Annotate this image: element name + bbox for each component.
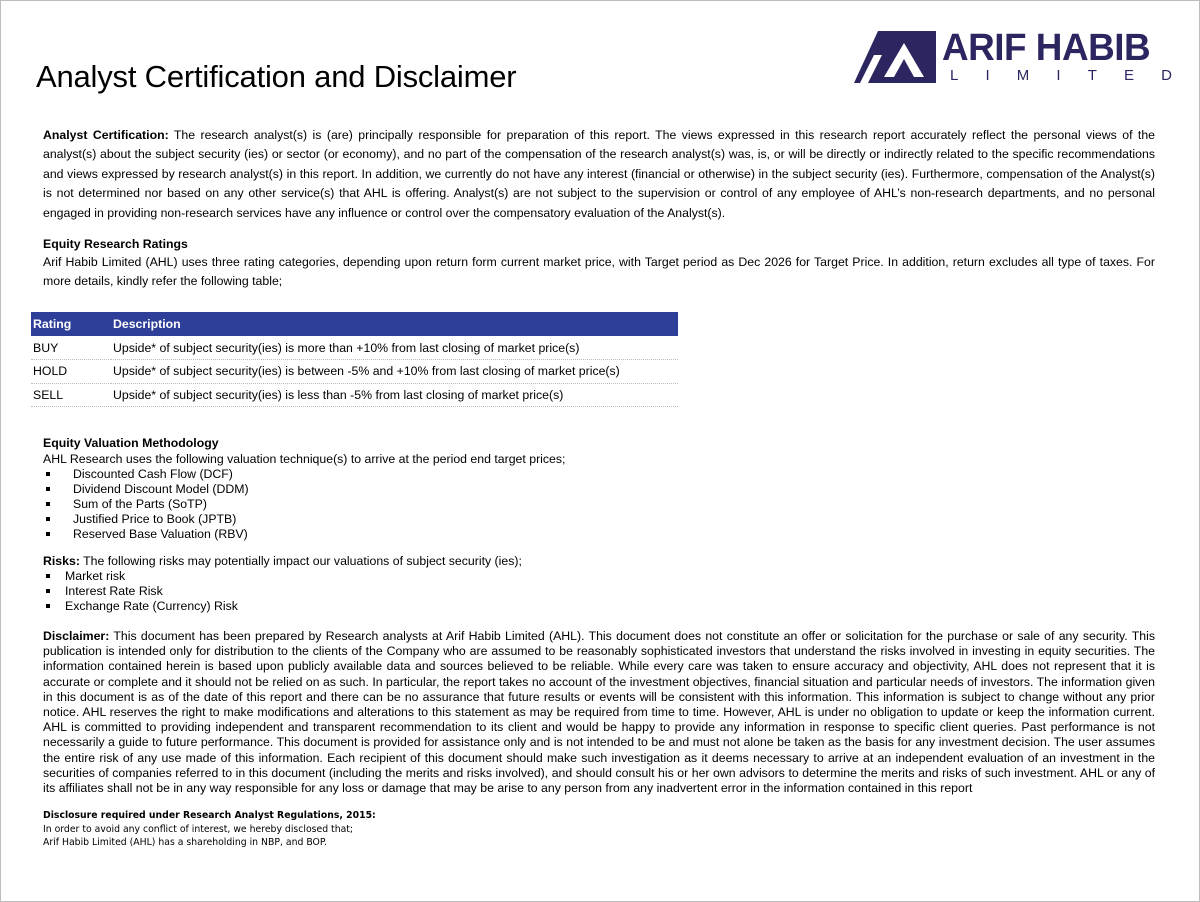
- description-cell: Upside* of subject security(ies) is more than +10% from last closing of market price(s): [111, 336, 678, 360]
- list-item: Exchange Rate (Currency) Risk: [43, 599, 1155, 614]
- ratings-table: [31, 312, 678, 407]
- column-header-description: Description: [111, 312, 678, 336]
- list-item: Interest Rate Risk: [43, 584, 1155, 599]
- disclosure-line-1: In order to avoid any conflict of interest, we hereby disclosed that;: [43, 823, 354, 835]
- description-cell: Upside* of subject security(ies) is between -5% and +10% from last closing of market price(s): [111, 360, 678, 384]
- list-item: Discounted Cash Flow (DCF): [43, 467, 1155, 482]
- logo-subtitle: L I M I T E D: [950, 67, 1172, 84]
- disclosure-section: [43, 809, 1155, 850]
- valuation-intro: AHL Research uses the following valuation technique(s) to arrive at the period end target prices;: [43, 452, 566, 466]
- disclaimer-text: This document has been prepared by Research analysts at Arif Habib Limited (AHL). This document does not constitute an offer or solicitation for the purchase or sale of any security. This publication is intended only for distribution to the clients of the Company who are assumed to be reasonably sophisticated investors that understand the risks involved in investing in equity securities. The information contained herein is based upon publicly available data and sources believed to be reliable. While every care was taken to ensure accuracy and objectivity, AHL does not represent that it is accurate or complete and it should not be relied on as such. In particular, the report takes no account of the investment objectives, financial situation and particular needs of investors. The information given in this document is as of the date of this report and there can be no assurance that future results or events will be consistent with this information. This information is subject to change without any prior notice. AHL reserves the right to make modifications and alterations to this statement as may be required from time to time. However, AHL is under no obligation to update or keep the information current. AHL is committed to providing independent and transparent recommendation to its client and would be happy to provide any information in response to specific client queries. Past performance is not necessarily a guide to future performance. This document is provided for assistance only and is not intended to be and must not alone be taken as the basis for any investment decision. The user assumes the entire risk of any use made of this information. Each recipient of this document should make such investigation as it deems necessary to arrive at an independent evaluation of an investment in the securities of companies referred to in this document (including the merits and risks involved), and should consult his or her own advisors to determine the merits and risks of such investment. AHL or any of its affiliates shall not be in any way responsible for any loss or damage that may be arise to any person from any inadvertent error in the information contained in this report: [43, 629, 1155, 796]
- risks-section: [43, 554, 1155, 614]
- page-title: Analyst Certification and Disclaimer: [36, 59, 517, 94]
- certification-text: The research analyst(s) is (are) principally responsible for preparation of this report. The views expressed in this research report accurately reflect the personal views of the analyst(s) about the subject security (ies) or sector (or economy), and no part of the compensation of the research analyst(s) was, is, or will be directly or indirectly related to the specific recommendations and views expressed by research analyst(s) in this report. In addition, we currently do not have any interest (financial or otherwise) in the subject security (ies). Furthermore, compensation of the Analyst(s) is not determined nor based on any other service(s) that AHL is offering. Analyst(s) are not subject to the supervision or control of any employee of AHL’s non-research departments, and no personal engaged in providing non-research services have any influence or control over the compensatory evaluation of the Analyst(s).: [43, 128, 1156, 220]
- list-item: Market risk: [43, 569, 1155, 584]
- list-item: Sum of the Parts (SoTP): [43, 497, 1155, 512]
- ratings-heading: Equity Research Ratings: [43, 237, 188, 251]
- list-item: Dividend Discount Model (DDM): [43, 482, 1155, 497]
- disclosure-heading: Disclosure required under Research Analyst Regulations, 2015:: [43, 810, 376, 821]
- disclosure-line-2: Arif Habib Limited (AHL) has a shareholding in NBP, and BOP.: [43, 837, 327, 849]
- table-row: [31, 383, 678, 407]
- company-logo: [854, 27, 1174, 87]
- rating-cell: SELL: [31, 383, 111, 407]
- analyst-certification: [43, 126, 1155, 223]
- column-header-rating: Rating: [31, 312, 111, 336]
- disclaimer-label: Disclaimer:: [43, 629, 110, 643]
- logo-mark-icon: [854, 31, 936, 83]
- risks-list: [43, 569, 1155, 614]
- risks-label: Risks:: [43, 554, 80, 568]
- valuation-list: [43, 467, 1155, 542]
- logo-wordmark: ARIF HABIB: [942, 27, 1151, 69]
- description-cell: Upside* of subject security(ies) is less than -5% from last closing of market price(s): [111, 383, 678, 407]
- list-item: Justified Price to Book (JPTB): [43, 512, 1155, 527]
- table-row: [31, 336, 678, 360]
- table-row: [31, 360, 678, 384]
- rating-cell: HOLD: [31, 360, 111, 384]
- certification-label: Analyst Certification:: [43, 128, 169, 142]
- disclaimer-section: [43, 629, 1155, 796]
- valuation-heading: Equity Valuation Methodology: [43, 436, 219, 450]
- ratings-header-row: [31, 312, 678, 336]
- valuation-section: [43, 434, 1155, 541]
- ratings-section: [43, 235, 1155, 292]
- list-item: Reserved Base Valuation (RBV): [43, 527, 1155, 542]
- ratings-text: Arif Habib Limited (AHL) uses three rating categories, depending upon return form current market price, with Target period as Dec 2026 for Target Price. In addition, return excludes all type of taxes. For more details, kindly refer the following table;: [43, 255, 1155, 289]
- risks-intro: The following risks may potentially impact our valuations of subject security (ies);: [79, 554, 522, 568]
- rating-cell: BUY: [31, 336, 111, 360]
